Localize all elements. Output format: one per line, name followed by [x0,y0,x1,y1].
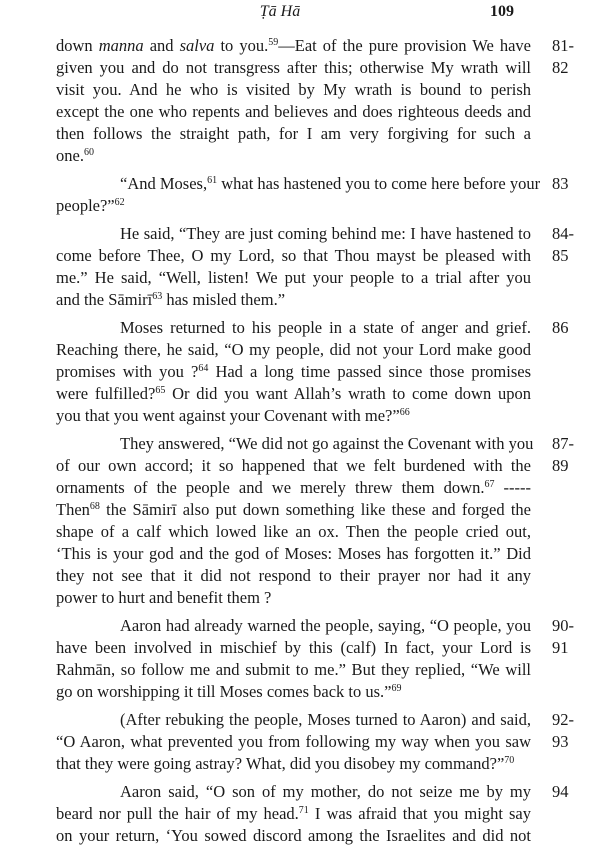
text-segment: ornaments of the people and we merely threw them down. [56,478,485,497]
text-segment: then follows the straight path, for I am very forgiving for such a [56,124,531,143]
text-segment: —Eat of the pure provision We have [278,36,531,55]
text-segment: I was afraid that you might say [308,804,531,823]
text-line [56,145,531,167]
text-segment: that they were going astray? What, did you disobey my command?” [56,754,505,773]
text-segment: ----- [494,478,531,497]
verse-number: 81-82 [552,36,574,77]
text-line [56,659,531,681]
text-line [56,173,541,195]
text-segment: shape of a calf which lowed like an ox. Then the people cried out, [56,522,531,541]
text-line [56,455,531,477]
text-segment: on your return, ‘You sowed discord among the Israelites and did not [56,826,531,845]
italic-term: manna [98,36,144,55]
verse-number: 83 [552,174,569,193]
verse-number: 84-85 [552,224,574,265]
running-header-title: Ṭā Hā [259,3,301,20]
text-line [56,123,531,145]
text-line [56,825,531,847]
text-segment: visit you. And he who is visited by My wrath is bound to perish [56,80,531,99]
text-segment: you that you went against your Covenant with me?” [56,406,400,425]
text-segment: have been involved in mischief by this (calf) In fact, your Lord is [56,638,531,657]
verse-paragraph [56,433,574,609]
text-line [56,565,531,587]
text-segment: Moses returned to his people in a state of anger and grief. [120,318,531,337]
text-segment: except the one who repents and believes and does righteous deeds and [56,102,531,121]
text-segment: they not see that it did not respond to their prayer nor had it any [56,566,531,585]
text-line [56,477,531,499]
text-line [56,803,531,825]
text-segment: Rahmān, so follow me and submit to me.” But they replied, “We will [56,660,531,679]
text-line [56,79,531,101]
verse-number: 87-89 [552,434,574,475]
text-line [56,615,531,637]
verse-paragraph [56,35,574,167]
text-line [56,709,531,731]
footnote-marker: 65 [155,385,166,396]
text-segment: one. [56,146,84,165]
text-line [56,543,531,565]
text-segment: “O Aaron, what prevented you from following my way when you saw [56,732,531,751]
footnote-marker: 67 [484,479,495,490]
footnote-marker: 63 [152,291,163,302]
text-segment: come before Thee, O my Lord, so that Thou mayst be pleased with [56,246,531,265]
footnote-marker: 71 [298,805,309,816]
text-line [56,35,531,57]
verse-number: 92-93 [552,710,574,751]
footnote-marker: 62 [114,197,125,208]
text-line [56,361,531,383]
footnote-marker: 60 [83,147,94,158]
text-segment: Reaching there, he said, “O my people, did not your Lord make good [56,340,531,359]
text-line [56,637,531,659]
text-segment: people?” [56,196,115,215]
text-line [56,405,531,427]
verse-paragraph [56,615,574,703]
text-line [56,195,531,217]
text-segment: of our own accord; it so happened that we felt burdened with the [56,456,531,475]
footnote-marker: 69 [391,683,402,694]
text-segment: has misled them.” [162,290,286,309]
text-segment: ‘This is your god and the god of Moses: Moses has forgotten it.” Did [56,544,531,563]
text-segment: and [143,36,180,55]
footnote-marker: 61 [207,175,218,186]
text-segment: me.” He said, “Well, listen! We put your people to a trial after you [56,268,531,287]
text-line [56,101,531,123]
text-line [56,433,534,455]
text-segment: They answered, “We did not go against the Covenant with you [120,434,534,453]
text-segment: given you and do not transgress after this; otherwise My wrath will [56,58,531,77]
text-segment: go on worshipping it till Moses comes back to us.” [56,682,392,701]
footnote-marker: 64 [198,363,209,374]
text-line [56,731,531,753]
text-line [56,223,531,245]
text-segment: what has hastened you to come here before your [217,174,541,193]
text-segment: power to hurt and benefit them ? [56,588,272,607]
verse-number: 90-91 [552,616,574,657]
text-segment: (After rebuking the people, Moses turned to Aaron) and said, [120,710,531,729]
text-line [56,521,531,543]
text-line [56,781,531,803]
page-body [56,35,574,853]
footnote-marker: 68 [89,501,100,512]
text-line [56,499,531,521]
text-line [56,267,531,289]
page-number: 109 [490,3,514,20]
verse-number: 86 [552,318,569,337]
footnote-marker: 66 [399,407,410,418]
text-segment: Aaron had already warned the people, saying, “O people, you [120,616,531,635]
text-segment: He said, “They are just coming behind me: I have hastened to [120,224,531,243]
verse-paragraph [56,173,569,217]
text-segment: “And Moses, [120,174,208,193]
verse-paragraph [56,223,574,311]
text-segment: Or did you want Allah’s wrath to come down upon [165,384,531,403]
text-line [56,681,531,703]
text-line [56,587,531,609]
text-segment: Then [56,500,90,519]
text-line [56,317,531,339]
verse-number: 94 [552,782,569,801]
verse-paragraph [56,781,569,847]
footnote-marker: 59 [268,37,279,48]
text-segment: down [56,36,99,55]
text-segment: promises with you ? [56,362,199,381]
text-line [56,289,531,311]
verse-paragraph [56,317,569,427]
text-segment: Had a long time passed since those promises [208,362,531,381]
text-line [56,245,531,267]
footnote-marker: 70 [504,755,515,766]
italic-term: salva [179,36,215,55]
text-segment: to you. [214,36,269,55]
text-segment: the Sāmirī also put down something like these and forged the [99,500,531,519]
verse-paragraph [56,709,574,775]
text-segment: and the Sāmirī [56,290,153,309]
text-line [56,339,531,361]
text-segment: Aaron said, “O son of my mother, do not seize me by my [120,782,531,801]
text-segment: beard nor pull the hair of my head. [56,804,299,823]
text-segment: were fulfilled? [56,384,156,403]
text-line [56,753,531,775]
text-line [56,383,531,405]
text-line [56,57,531,79]
